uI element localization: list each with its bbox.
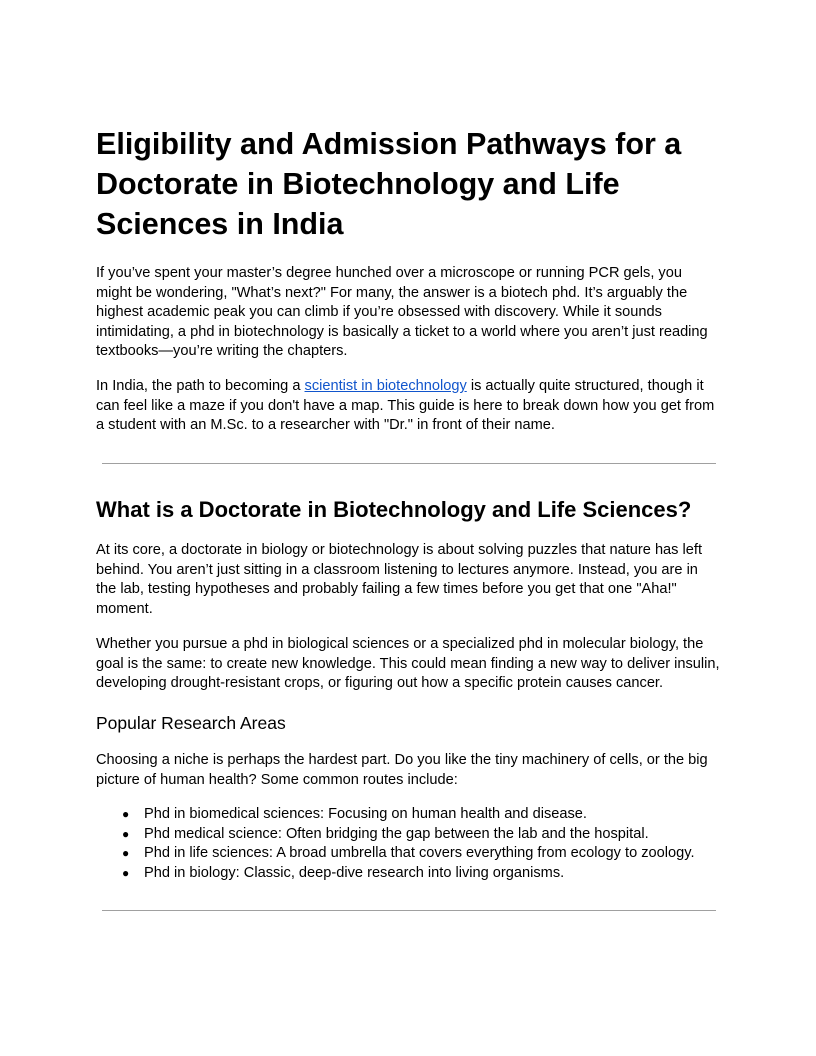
scientist-in-biotechnology-link[interactable]: scientist in biotechnology xyxy=(304,378,467,394)
subsection-heading: Popular Research Areas xyxy=(96,713,286,733)
section-paragraph-3: Choosing a niche is perhaps the hardest part. Do you like the tiny machinery of cells, or the big picture of human health? Some common routes include: xyxy=(96,752,708,788)
list-item-text: Phd in life sciences: A broad umbrella that covers everything from ecology to zoology. xyxy=(144,845,695,862)
intro-paragraph-2-end: is actually quite structured, though it can feel like a maze if you don't have a map. This guide is here to break down how you get from a student with an M.Sc. to a researcher with "Dr." in front of their name. xyxy=(96,378,715,434)
bullet-icon: ● xyxy=(122,846,130,861)
intro-paragraph-2-start: In India, the path to becoming a xyxy=(96,378,305,394)
list-item xyxy=(96,864,720,884)
intro-paragraph-2 xyxy=(96,377,720,436)
list-item xyxy=(96,805,720,825)
intro-paragraph-1: If you’ve spent your master’s degree hunched over a microscope or running PCR gels, you might be wondering, "What’s next?" For many, the answer is a biotech phd. It’s arguably the highest academic peak you can climb if you’re obsessed with discovery. While it sounds intimidating, a phd in biotechnology is basically a ticket to a world where you aren’t just reading textbooks—you’re writing the chapters. xyxy=(96,265,708,360)
section-divider xyxy=(102,463,716,464)
section-heading: What is a Doctorate in Biotechnology and Life Sciences? xyxy=(96,497,692,522)
list-item-text: Phd medical science: Often bridging the gap between the lab and the hospital. xyxy=(144,825,649,842)
document-title: Eligibility and Admission Pathways for a Doctorate in Biotechnology and Life Sciences in India xyxy=(96,127,682,241)
research-areas-list xyxy=(96,805,720,883)
list-item-text: Phd in biology: Classic, deep-dive research into living organisms. xyxy=(144,864,565,881)
bullet-icon: ● xyxy=(122,826,130,841)
list-item-text: Phd in biomedical sciences: Focusing on human health and disease. xyxy=(144,806,587,822)
list-item xyxy=(96,825,720,845)
bullet-icon: ● xyxy=(122,865,130,880)
bullet-icon: ● xyxy=(122,807,130,821)
section-paragraph-2: Whether you pursue a phd in biological sciences or a specialized phd in molecular biology, the goal is the same: to create new knowledge. This could mean finding a new way to deliver insulin, developing drought-resistant crops, or figuring out how a specific protein causes cancer. xyxy=(96,636,720,692)
list-item xyxy=(96,844,720,864)
section-paragraph-1: At its core, a doctorate in biology or biotechnology is about solving puzzles that nature has left behind. You aren’t just sitting in a classroom listening to lectures anymore. Instead, you are in the lab, testing hypotheses and probably failing a few times before you get that one "Aha!" moment. xyxy=(96,542,702,617)
section-divider xyxy=(102,910,716,911)
